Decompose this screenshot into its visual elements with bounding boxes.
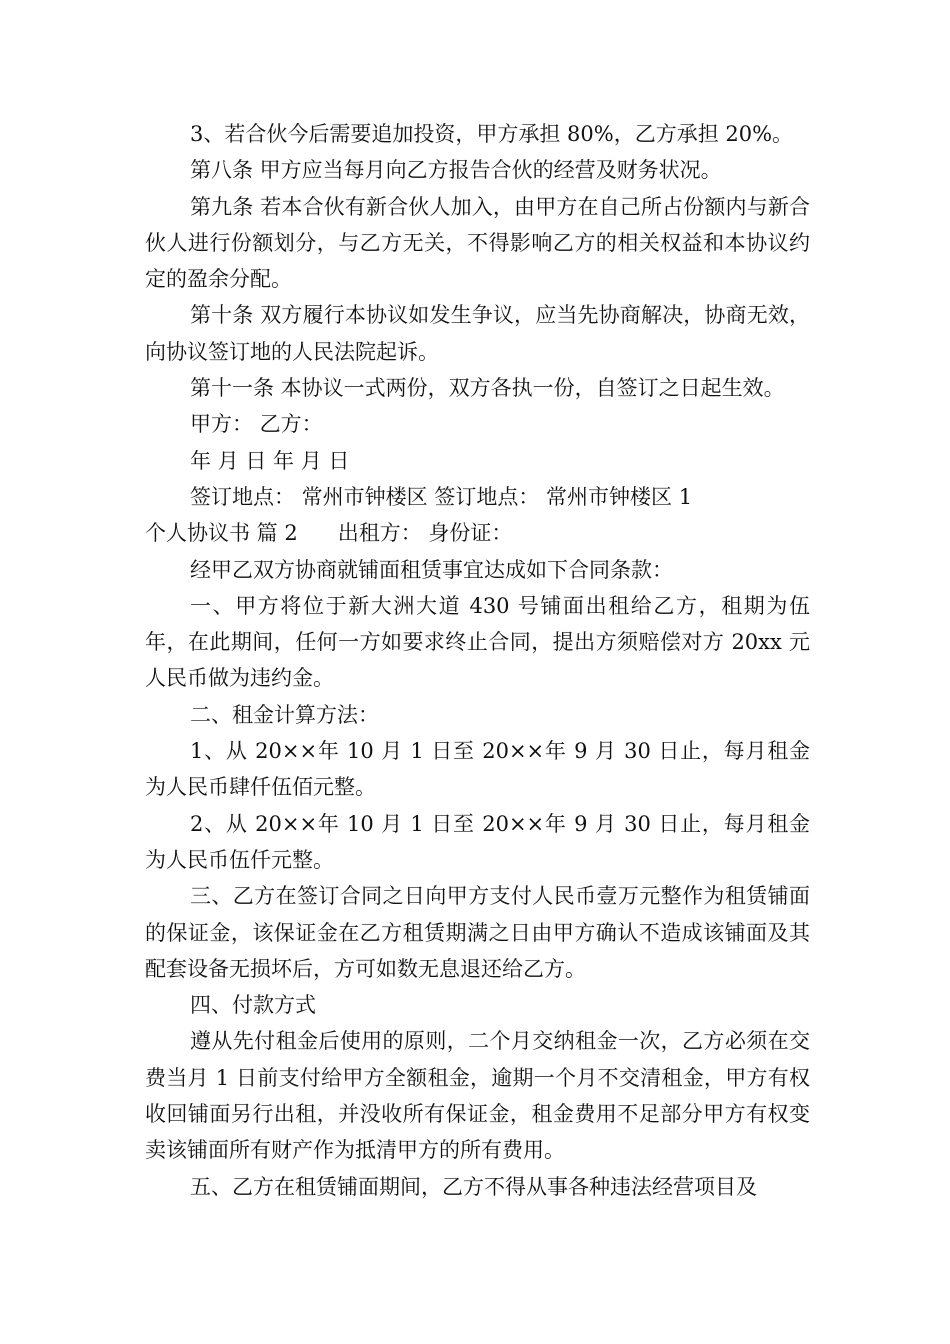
paragraph-payment: 遵从先付租金后使用的原则，二个月交纳租金一次，乙方必须在交费当月 1 日前支付给甲方全额租金，逾期一个月不交清租金，甲方有权收回铺面另行出租，并没收所有保证金，租金费用不足部分甲方有权变卖该铺面所有财产作为抵清甲方的所有费用。 <box>145 1029 810 1163</box>
signature-date-line: 年 月 日 年 月 日 <box>190 448 350 473</box>
paragraph-rent-1: 1、从 20××年 10 月 1 日至 20××年 9 月 30 日止，每月租金为人民币肆仟伍佰元整。 <box>145 739 810 800</box>
signing-place-line: 签订地点： 常州市钟楼区 签订地点： 常州市钟楼区 1 <box>190 484 693 509</box>
paragraph-article-9: 第九条 若本合伙有新合伙人加入，由甲方在自己所占份额内与新合伙人进行份额划分，与乙方无关，不得影响乙方的相关权益和本协议约定的盈余分配。 <box>145 194 810 292</box>
paragraph-clause-3: 3、若合伙今后需要追加投资，甲方承担 80%，乙方承担 20%。 <box>190 122 794 146</box>
document-body <box>145 116 810 1205</box>
signature-parties-line: 甲方： 乙方： <box>190 412 323 437</box>
lessor-id-line: 出租方： 身份证： <box>337 521 513 546</box>
section-heading: 个人协议书 篇 2 <box>145 521 298 546</box>
paragraph-term-5: 五、乙方在租赁铺面期间，乙方不得从事各种违法经营项目及 <box>190 1174 757 1199</box>
paragraph-term-3: 三、乙方在签订合同之日向甲方支付人民币壹万元整作为租赁铺面的保证金，该保证金在乙方租赁期满之日由甲方确认不造成该铺面及其配套设备无损坏后，方可如数无息退还给乙方。 <box>145 884 810 981</box>
paragraph-article-11: 第十一条 本协议一式两份，双方各执一份，自签订之日起生效。 <box>190 376 785 401</box>
section-heading-line <box>145 515 810 551</box>
paragraph-term-1: 一、甲方将位于新大洲大道 430 号铺面出租给乙方，租期为伍年，在此期间，任何一方如要求终止合同，提出方须赔偿对方 20xx 元人民币做为违约金。 <box>145 593 810 691</box>
paragraph-term-2-heading: 二、租金计算方法： <box>190 702 379 727</box>
paragraph-article-8: 第八条 甲方应当每月向乙方报告合伙的经营及财务状况。 <box>190 158 722 183</box>
paragraph-term-4-heading: 四、付款方式 <box>190 993 316 1018</box>
paragraph-article-10: 第十条 双方履行本协议如发生争议，应当先协商解决，协商无效，向协议签订地的人民法院起诉。 <box>145 303 810 364</box>
paragraph-rent-2: 2、从 20××年 10 月 1 日至 20××年 9 月 30 日止，每月租金为人民币伍仟元整。 <box>145 811 810 872</box>
paragraph-intro: 经甲乙双方协商就铺面租赁事宜达成如下合同条款： <box>190 557 673 582</box>
